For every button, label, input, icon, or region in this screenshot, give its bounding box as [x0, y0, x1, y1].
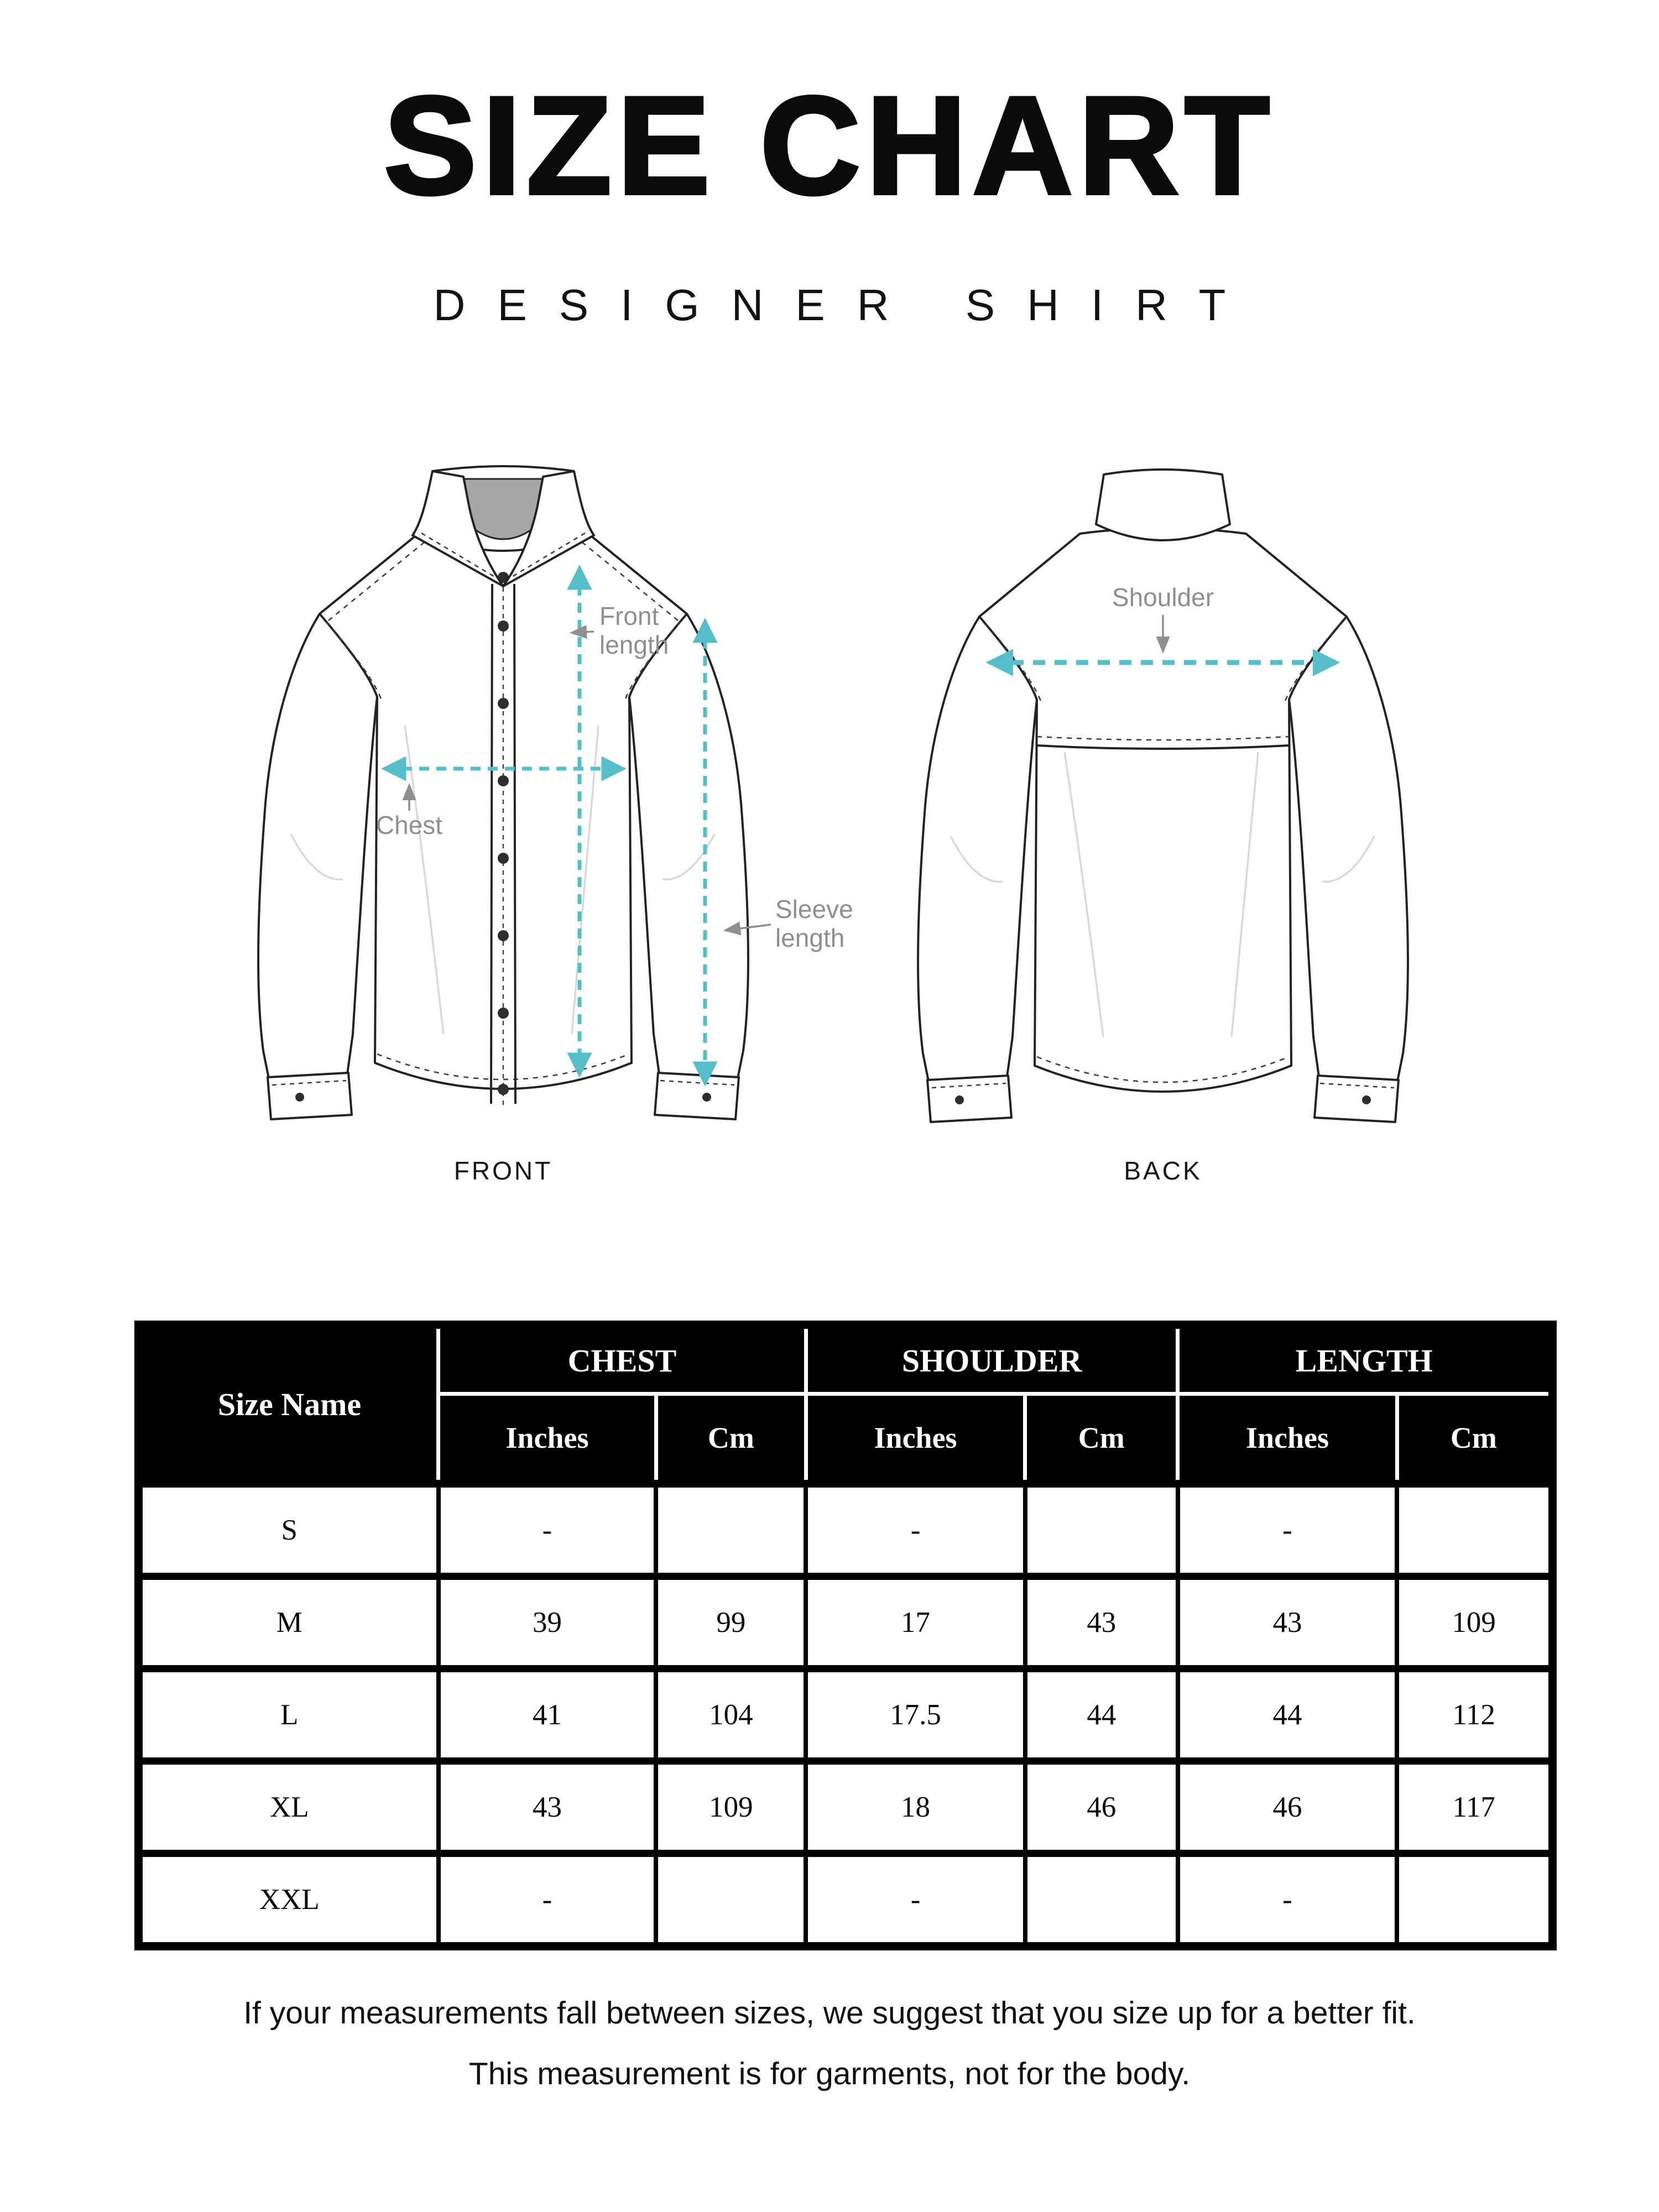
back-shirt-body	[979, 528, 1347, 1092]
front-length-label-line2: length	[599, 630, 669, 659]
size-cell: XXL	[139, 1854, 439, 1947]
value-cell	[1397, 1854, 1552, 1947]
chest-cm-header: Cm	[656, 1394, 806, 1484]
value-cell: 104	[656, 1669, 806, 1761]
chest-group-header: CHEST	[439, 1325, 806, 1394]
value-cell: 17	[806, 1577, 1025, 1669]
chest-inches-header: Inches	[439, 1394, 656, 1484]
value-cell: -	[806, 1484, 1025, 1577]
value-cell: -	[439, 1854, 656, 1947]
shoulder-inches-header: Inches	[806, 1394, 1025, 1484]
shoulder-cm-header: Cm	[1025, 1394, 1178, 1484]
value-cell: -	[1178, 1854, 1397, 1947]
page-title: SIZE CHART	[384, 68, 1275, 223]
sleeve-length-label-line1: Sleeve	[775, 895, 853, 924]
value-cell: -	[439, 1484, 656, 1577]
back-collar	[1096, 469, 1230, 540]
value-cell: 109	[1397, 1577, 1552, 1669]
front-caption: FRONT	[453, 1156, 553, 1185]
front-length-label-line1: Front	[599, 602, 659, 630]
value-cell	[1025, 1854, 1178, 1947]
value-cell: 44	[1178, 1669, 1397, 1761]
size-cell: XL	[139, 1761, 439, 1854]
value-cell: 46	[1025, 1761, 1178, 1854]
value-cell: 39	[439, 1577, 656, 1669]
value-cell: 41	[439, 1669, 656, 1761]
shoulder-label: Shoulder	[1112, 583, 1214, 612]
chest-label: Chest	[375, 811, 443, 839]
value-cell: 43	[439, 1761, 656, 1854]
page-subtitle: DESIGNER SHIRT	[433, 280, 1258, 330]
value-cell: 117	[1397, 1761, 1552, 1854]
footer-line-1: If your measurements fall between sizes, we suggest that you size up for a better fit.	[243, 1995, 1416, 2031]
value-cell	[656, 1854, 806, 1947]
value-cell: 44	[1025, 1669, 1178, 1761]
footer-line-2: This measurement is for garments, not for the body.	[468, 2056, 1191, 2091]
value-cell	[656, 1484, 806, 1577]
table-row-m	[139, 1577, 1553, 1669]
size-cell: S	[139, 1484, 439, 1577]
table-row-xl	[139, 1761, 1553, 1854]
footer-note	[0, 1983, 1659, 2104]
value-cell: 112	[1397, 1669, 1552, 1761]
front-shirt-diagram	[238, 438, 874, 1146]
size-table	[134, 1321, 1557, 1950]
value-cell: 46	[1178, 1761, 1397, 1854]
value-cell: 43	[1178, 1577, 1397, 1669]
back-shirt-diagram	[900, 442, 1426, 1145]
table-row-l	[139, 1669, 1553, 1761]
length-inches-header: Inches	[1178, 1394, 1397, 1484]
shoulder-group-header: SHOULDER	[806, 1325, 1177, 1394]
value-cell: 99	[656, 1577, 806, 1669]
size-name-header: Size Name	[139, 1325, 439, 1484]
value-cell	[1397, 1484, 1552, 1577]
length-cm-header: Cm	[1397, 1394, 1552, 1484]
table-row-xxl	[139, 1854, 1553, 1947]
value-cell: 43	[1025, 1577, 1178, 1669]
table-row-s	[139, 1484, 1553, 1577]
value-cell	[1025, 1484, 1178, 1577]
value-cell: 109	[656, 1761, 806, 1854]
value-cell: -	[806, 1854, 1025, 1947]
sleeve-length-label-line2: length	[775, 924, 845, 952]
size-cell: L	[139, 1669, 439, 1761]
size-cell: M	[139, 1577, 439, 1669]
back-caption: BACK	[1124, 1156, 1202, 1185]
length-group-header: LENGTH	[1178, 1325, 1553, 1394]
value-cell: -	[1178, 1484, 1397, 1577]
value-cell: 17.5	[806, 1669, 1025, 1761]
value-cell: 18	[806, 1761, 1025, 1854]
